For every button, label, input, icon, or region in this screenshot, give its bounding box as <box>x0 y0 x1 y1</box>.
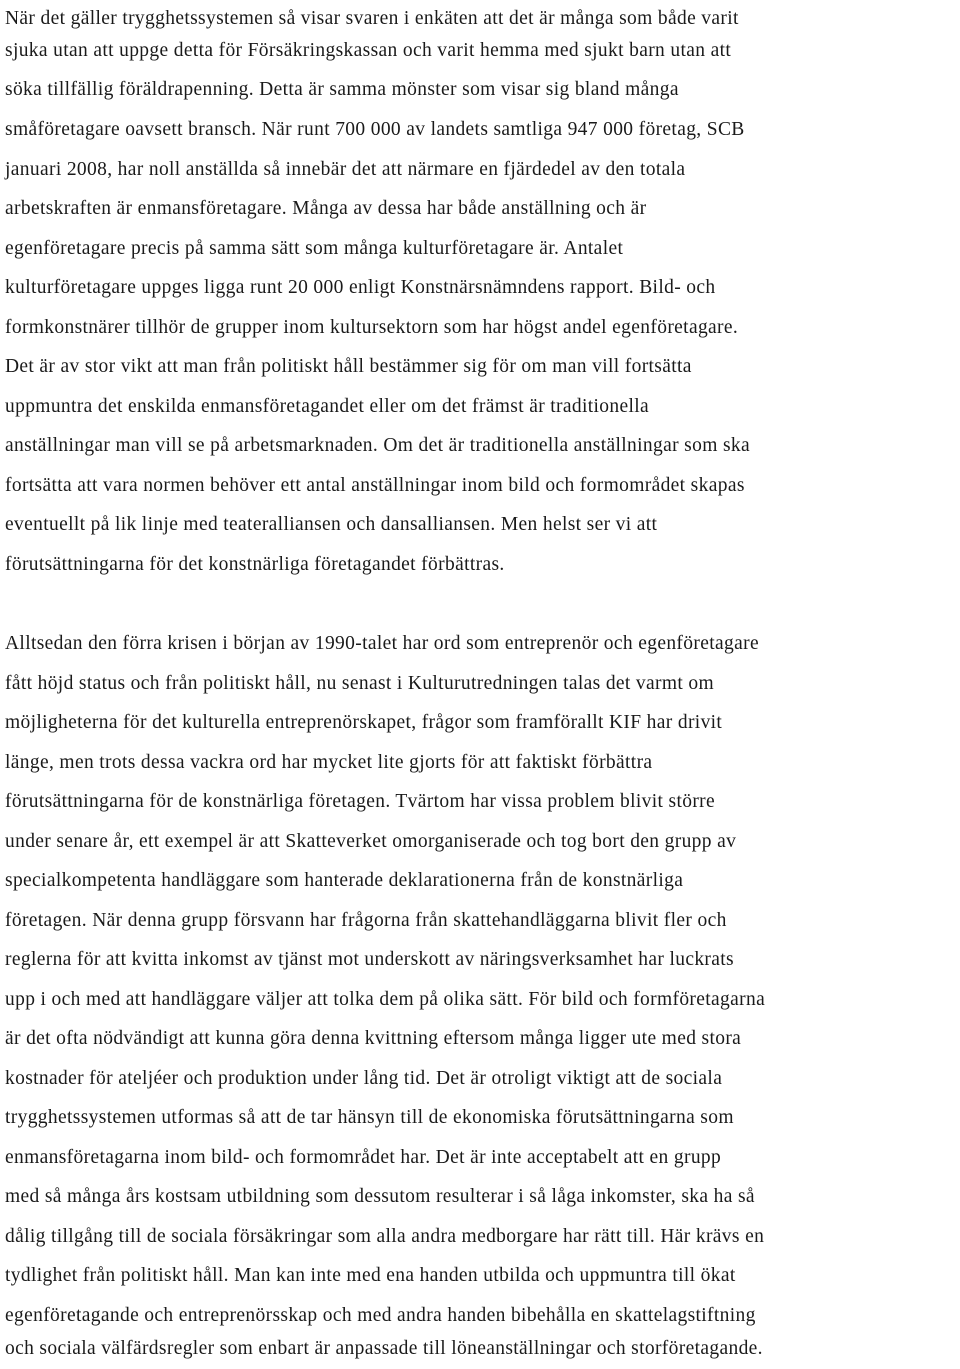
text-line: är det ofta nödvändigt att kunna göra denna kvittning eftersom många ligger ute med stora <box>5 1028 742 1049</box>
text-line: specialkompetenta handläggare som hanterade deklarationerna från de konstnärliga <box>5 870 684 891</box>
text-line: arbetskraften är enmansföretagare. Många av dessa har både anställning och är <box>5 198 647 219</box>
text-line: sjuka utan att uppge detta för Försäkringskassan och varit hemma med sjukt barn utan att <box>5 40 732 61</box>
text-line: egenföretagande och entreprenörsskap och med andra handen bibehålla en skattelagstiftning <box>5 1305 756 1326</box>
text-line: När det gäller trygghetssystemen så visar svaren i enkäten att det är många som både varit <box>5 8 739 29</box>
text-line: fortsätta att vara normen behöver ett antal anställningar inom bild och formområdet skapas <box>5 475 745 496</box>
text-line: dålig tillgång till de sociala försäkringar som alla andra medborgare har rätt till. Här krävs en <box>5 1226 765 1247</box>
text-line: tydlighet från politiskt håll. Man kan inte med ena handen utbilda och uppmuntra till ökat <box>5 1265 736 1286</box>
text-line: småföretagare oavsett bransch. När runt 700 000 av landets samtliga 947 000 företag, SCB <box>5 119 745 140</box>
text-line: möjligheterna för det kulturella entreprenörskapet, frågor som framförallt KIF har drivit <box>5 712 723 733</box>
text-line: eventuellt på lik linje med teateralliansen och dansalliansen. Men helst ser vi att <box>5 514 658 535</box>
text-line: fått höjd status och från politiskt håll, nu senast i Kulturutredningen talas det varmt om <box>5 673 714 694</box>
text-line: egenföretagare precis på samma sätt som många kulturföretagare är. Antalet <box>5 238 624 259</box>
text-line: upp i och med att handläggare väljer att tolka dem på olika sätt. För bild och formföretagarna <box>5 989 766 1010</box>
text-line: under senare år, ett exempel är att Skatteverket omorganiserade och tog bort den grupp av <box>5 831 737 852</box>
text-line: kulturföretagare uppges ligga runt 20 000 enligt Konstnärsnämndens rapport. Bild- och <box>5 277 716 298</box>
text-line: företagen. När denna grupp försvann har frågorna från skattehandläggarna blivit fler och <box>5 910 727 931</box>
text-line: och sociala välfärdsregler som enbart är anpassade till löneanställningar och storföretagande. <box>5 1338 763 1359</box>
text-line: enmansföretagarna inom bild- och formområdet har. Det är inte acceptabelt att en grupp <box>5 1147 722 1168</box>
text-line: söka tillfällig föräldrapenning. Detta är samma mönster som visar sig bland många <box>5 79 679 100</box>
text-line: förutsättningarna för de konstnärliga företagen. Tvärtom har vissa problem blivit större <box>5 791 716 812</box>
text-line: förutsättningarna för det konstnärliga företagandet förbättras. <box>5 554 505 575</box>
text-line: Alltsedan den förra krisen i början av 1990-talet har ord som entreprenör och egenföretagare <box>5 633 759 654</box>
text-line: formkonstnärer tillhör de grupper inom kultursektorn som har högst andel egenföretagare. <box>5 317 739 338</box>
text-line: anställningar man vill se på arbetsmarknaden. Om det är traditionella anställningar som ska <box>5 435 751 456</box>
text-line: januari 2008, har noll anställda så innebär det att närmare en fjärdedel av den totala <box>5 159 686 180</box>
text-line: med så många års kostsam utbildning som dessutom resulterar i så låga inkomster, ska ha så <box>5 1186 755 1207</box>
text-line: kostnader för ateljéer och produktion under lång tid. Det är otroligt viktigt att de sociala <box>5 1068 723 1089</box>
text-line: länge, men trots dessa vackra ord har mycket lite gjorts för att faktiskt förbättra <box>5 752 653 773</box>
text-line: trygghetssystemen utformas så att de tar hänsyn till de ekonomiska förutsättningarna som <box>5 1107 734 1128</box>
text-line: uppmuntra det enskilda enmansföretagandet eller om det främst är traditionella <box>5 396 650 417</box>
text-line: Det är av stor vikt att man från politiskt håll bestämmer sig för om man vill fortsätta <box>5 356 692 377</box>
text-line: reglerna för att kvitta inkomst av tjänst mot underskott av näringsverksamhet har luckrats <box>5 949 734 970</box>
